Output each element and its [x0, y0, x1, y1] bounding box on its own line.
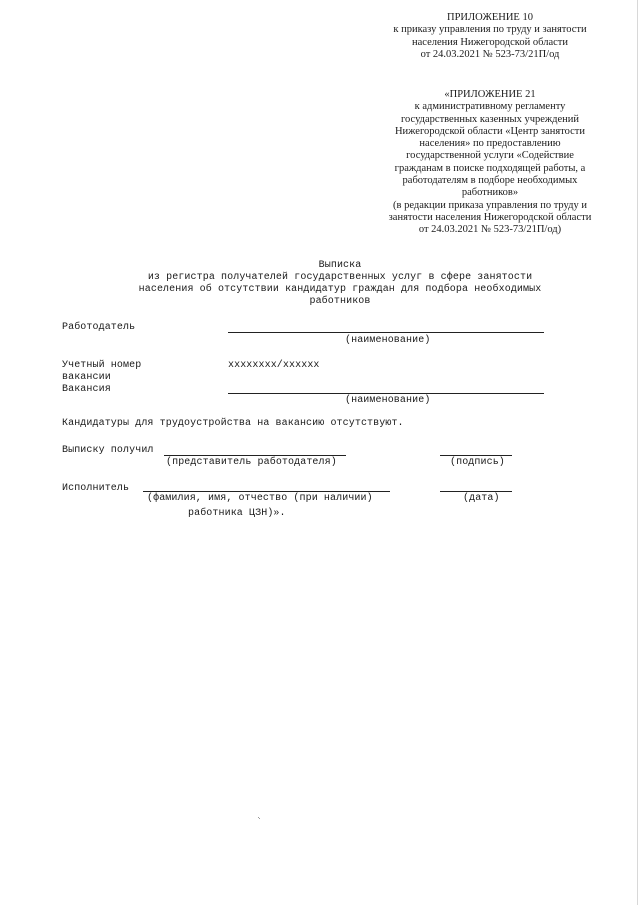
appendix-21-line: государственной услуги «Содействие	[406, 150, 574, 162]
extract-heading: Выписка	[318, 260, 362, 271]
representative-caption: (представитель работодателя)	[166, 457, 337, 468]
received-label: Выписку получил	[62, 445, 154, 456]
appendix-10-line: населения Нижегородской области	[412, 36, 568, 48]
appendix-21-block	[370, 89, 610, 237]
vacancy-number-label-line: Учетный номер	[62, 360, 142, 371]
signature-caption: (подпись)	[450, 457, 505, 468]
appendix-21-line: населения» по предоставлению	[419, 138, 561, 150]
executor-field-line[interactable]	[143, 491, 390, 492]
appendix-21-line: гражданам в поиске подходящей работы, а	[394, 162, 586, 174]
date-caption: (дата)	[463, 493, 500, 504]
appendix-21-line: работодателям в подборе необходимых	[402, 175, 578, 187]
appendix-21-line: занятости населения Нижегородской области	[388, 211, 592, 223]
employer-name-caption: (наименование)	[345, 335, 431, 346]
extract-subtitle-line: из регистра получателей государственных услуг в сфере занятости	[147, 272, 533, 283]
extract-title-block	[100, 260, 580, 308]
appendix-10-block	[370, 12, 610, 61]
appendix-10-line: к приказу управления по труду и занятости	[393, 24, 587, 36]
employer-label: Работодатель	[62, 322, 136, 333]
appendix-21-line: к административному регламенту	[414, 101, 566, 113]
extract-subtitle-line: населения об отсутствии кандидатур граждан для подбора необходимых	[138, 284, 542, 295]
fio-caption: (фамилия, имя, отчество (при наличии)	[147, 493, 373, 504]
page-edge	[637, 0, 638, 905]
appendix-21-title: «ПРИЛОЖЕНИЕ 21	[444, 89, 536, 100]
appendix-21-line: (в редакции приказа управления по труду и	[393, 199, 587, 211]
vacancy-number-label-line: вакансии	[62, 372, 111, 383]
appendix-21-line: работников»	[461, 187, 519, 199]
extract-subtitle-line: работников	[309, 296, 371, 307]
scan-speck	[259, 818, 260, 819]
worker-caption: работника ЦЗН)».	[188, 508, 286, 519]
appendix-21-line: от 24.03.2021 № 523-73/21П/од)	[418, 224, 562, 236]
date-field-line[interactable]	[440, 491, 512, 492]
appendix-21-line: Нижегородской области «Центр занятости	[394, 125, 586, 137]
vacancy-number-label	[62, 360, 141, 384]
vacancy-name-caption: (наименование)	[345, 395, 431, 406]
appendix-10-title: ПРИЛОЖЕНИЕ 10	[447, 12, 533, 23]
appendix-21-line: государственных казенных учреждений	[400, 113, 580, 125]
vacancy-label: Вакансия	[62, 384, 111, 395]
vacancy-number-value: xxxxxxxx/xxxxxx	[228, 360, 320, 371]
vacancy-field-line[interactable]	[228, 393, 544, 394]
appendix-10-line: от 24.03.2021 № 523-73/21П/од	[420, 48, 560, 60]
signature-field-line[interactable]	[440, 455, 512, 456]
employer-field-line[interactable]	[228, 332, 544, 333]
no-candidates-statement: Кандидатуры для трудоустройства на вакансию отсутствуют.	[62, 418, 404, 429]
representative-field-line[interactable]	[164, 455, 346, 456]
executor-label: Исполнитель	[62, 483, 130, 494]
